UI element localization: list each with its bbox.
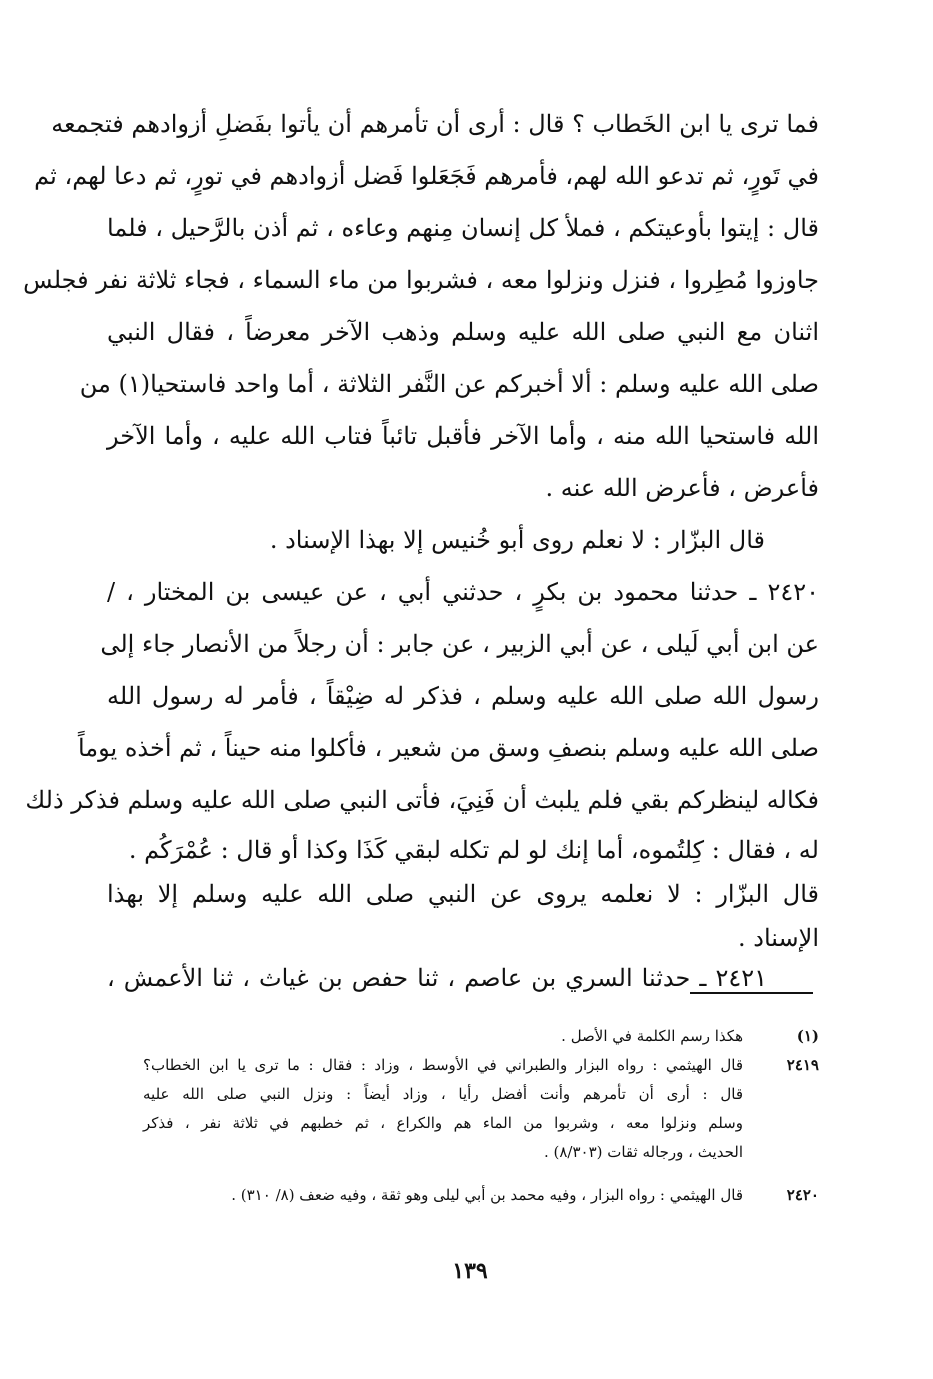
- footnote-text: هكذا رسم الكلمة في الأصل .: [561, 1027, 743, 1045]
- body-line: قال البزّار : لا نعلم روى أبو خُنيس إلا بهذا الإسناد .: [269, 526, 765, 554]
- hadith-2421-heading: ٢٤٢١ ـ حدثنا السري بن عاصم ، ثنا حفص بن غياث ، ثنا الأعمش ،: [107, 964, 767, 992]
- footnote-text: قال الهيثمي : رواه البزار ، وفيه محمد بن أبي ليلى وهو ثقة ، وفيه ضعف (٨/ ٣١٠) .: [231, 1186, 743, 1204]
- body-line: رسول الله صلى الله عليه وسلم ، فذكر له ضِيْقاً ، فأمر له رسول الله: [107, 682, 819, 710]
- body-line: الإسناد .: [738, 924, 819, 952]
- footnote-hadith-number: ٢٤١٩: [786, 1056, 819, 1074]
- body-line: له ، فقال : كِلتُموه، أما إنك لو لم تكله لبقي كَذَا وكذا أو قال : عُمْرَكُم .: [128, 836, 819, 864]
- footnote-text: وسلم ونزلوا معه ، وشربوا من الماء هم والكراع ، ثم خطبهم في ثلاثة نفر ، فذكر: [143, 1114, 743, 1132]
- body-line: الله فاستحيا الله منه ، وأما الآخر فأقبل تائباً فتاب الله عليه ، وأما الآخر: [107, 422, 819, 450]
- body-line: فأعرض ، فأعرض الله عنه .: [545, 474, 819, 502]
- body-line: فكاله لينظركم بقي فلم يلبث أن فَنِيَ، فأتى النبي صلى الله عليه وسلم فذكر ذلك: [25, 786, 819, 814]
- body-line: جاوزوا مُطِروا ، فنزل ونزلوا معه ، فشربوا من ماء السماء ، فجاء ثلاثة نفر فجلس: [23, 266, 819, 294]
- footnote-number: (١): [796, 1027, 819, 1045]
- body-line: قال البزّار : لا نعلمه يروى عن النبي صلى الله عليه وسلم إلا بهذا: [107, 880, 820, 908]
- body-line: فما ترى يا ابن الخَطاب ؟ قال : أرى أن تأمرهم أن يأتوا بفَضلِ أزوادهم فتجمعه: [51, 110, 819, 138]
- hadith-2420-heading: ٢٤٢٠ ـ حدثنا محمود بن بكرٍ ، حدثني أبي ، عن عيسى بن المختار ، /: [107, 578, 820, 606]
- footnote-text: قال الهيثمي : رواه البزار والطبراني في الأوسط ، وزاد : فقال : ما ترى يا ابن الخطاب؟: [143, 1056, 743, 1074]
- body-line: اثنان مع النبي صلى الله عليه وسلم وذهب الآخر معرضاً ، فقال النبي: [107, 318, 819, 346]
- body-line: قال : إيتوا بأوعيتكم ، فملأ كل إنسان مِنهم وعاءه ، ثم أذن بالرَّحيل ، فلما: [107, 214, 819, 242]
- body-line: عن ابن أبي لَيلى ، عن أبي الزبير ، عن جابر : أن رجلاً من الأنصار جاء إلى: [100, 630, 819, 658]
- footnote-hadith-number: ٢٤٢٠: [786, 1186, 819, 1204]
- footnote-text: الحديث ، ورجاله ثقات (٨/٣٠٣) .: [543, 1143, 743, 1161]
- page-number: ١٣٩: [452, 1258, 488, 1284]
- footnote-separator: [690, 992, 813, 994]
- body-line: في تَورٍ، ثم تدعو الله لهم، فأمرهم فَجَعَلوا فَضل أزوادهم في تورٍ، ثم دعا لهم، ثم: [34, 162, 819, 190]
- footnote-text: قال : أرى أن تأمرهم وأنت أفضل رأيا ، وزاد أيضاً : ونزل النبي صلى الله عليه: [143, 1085, 743, 1103]
- body-line: صلى الله عليه وسلم بنصفِ وسق من شعير ، فأكلوا منه حيناً ، ثم أخذه يوماً: [77, 734, 819, 762]
- body-line: صلى الله عليه وسلم : ألا أخبركم عن النَّفر الثلاثة ، أما واحد فاستحيا(١) من: [79, 370, 819, 398]
